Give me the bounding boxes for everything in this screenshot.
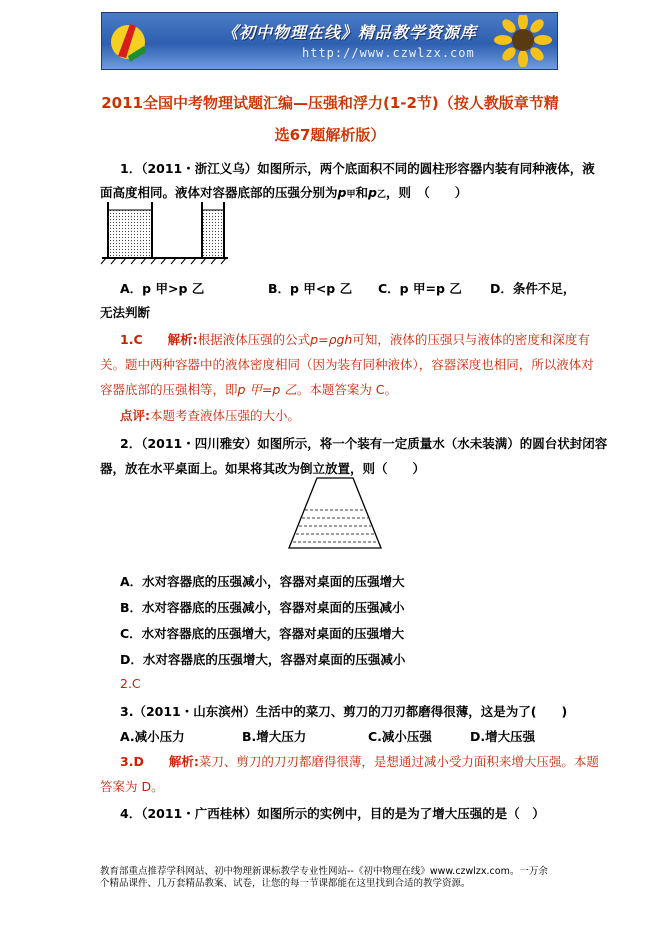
q2-figure-frustum-container [285, 474, 385, 552]
q2-option-a: A．水对容器底的压强减小，容器对桌面的压强增大 [120, 574, 405, 589]
q1-analysis-line3: 容器底部的压强相等，即p 甲=p 乙。本题答案为 C。 [100, 382, 398, 397]
q1-option-d-cont: 无法判断 [100, 305, 151, 320]
q1-option-a: A．p 甲>p 乙 [120, 281, 205, 296]
page-footer [100, 866, 580, 890]
site-banner [101, 12, 558, 70]
banner-url: http://www.czwlzx.com [302, 46, 475, 60]
q3-analysis-line2: 答案为 D。 [100, 779, 164, 794]
banner-title: 《初中物理在线》精品教学资源库 [222, 23, 478, 42]
q3-stem: 3.（2011・山东滨州）生活中的菜刀、剪刀的刀刃都磨得很薄，这是为了( ) [120, 704, 568, 719]
q2-option-c: C．水对容器底的压强增大，容器对桌面的压强增大 [120, 626, 405, 641]
q2-stem-line1: 2．（2011・四川雅安）如图所示，将一个装有一定质量水（水未装满）的圆台状封闭容 [120, 436, 608, 451]
footer-line1: 教育部重点推荐学科网站、初中物理新课标教学专业性网站--《初中物理在线》www.czwlzx.com。一万余 [100, 866, 548, 877]
footer-line2: 个精品课件、几万套精品教案、试卷，让您的每一节课都能在这里找到合适的教学资源。 [100, 878, 471, 889]
q4-stem: 4．（2011・广西桂林）如图所示的实例中，目的是为了增大压强的是（ ） [120, 806, 545, 821]
q3-option-c: C.减小压强 [368, 729, 432, 744]
q1-option-c: C．p 甲=p 乙 [378, 281, 462, 296]
document-title-line2: 选67题解析版） [274, 126, 386, 144]
document-title-line1: 2011全国中考物理试题汇编—压强和浮力(1-2节)（按人教版章节精 [101, 94, 559, 112]
q1-stem-line2: 面高度相同。液体对容器底部的压强分别为p甲和p乙，则 （ ） [100, 185, 468, 200]
q2-option-b: B．水对容器底的压强减小，容器对桌面的压强减小 [120, 600, 405, 615]
q3-analysis-line1: 3.D 解析:菜刀、剪刀的刀刃都磨得很薄，是想通过减小受力面积来增大压强。本题 [120, 754, 599, 769]
q1-analysis-line2: 关。题中两种容器中的液体密度相同（因为装有同种液体），容器深度也相同，所以液体对 [100, 357, 594, 372]
sunflower-icon [489, 15, 553, 67]
q2-option-d: D．水对容器底的压强增大，容器对桌面的压强减小 [120, 652, 406, 667]
q2-answer: 2.C [120, 676, 141, 691]
site-logo-icon [108, 16, 154, 66]
q1-option-d: D．条件不足， [490, 281, 576, 296]
q1-analysis-line1: 1.C 解析:根据液体压强的公式p=ρgh可知，液体的压强只与液体的密度和深度有 [120, 332, 590, 347]
q1-comment: 点评:本题考查液体压强的大小。 [120, 408, 301, 423]
q2-stem-line2: 器，放在水平桌面上。如果将其改为倒立放置，则（ ） [100, 461, 426, 476]
q1-figure-two-containers [100, 200, 230, 270]
q1-stem-line1: 1．（2011・浙江义乌）如图所示，两个底面积不同的圆柱形容器内装有同种液体，液 [120, 161, 595, 176]
q3-option-b: B.增大压力 [242, 729, 307, 744]
q1-option-b: B．p 甲<p 乙 [268, 281, 353, 296]
q3-option-d: D.增大压强 [470, 729, 536, 744]
q3-option-a: A.减小压力 [120, 729, 185, 744]
